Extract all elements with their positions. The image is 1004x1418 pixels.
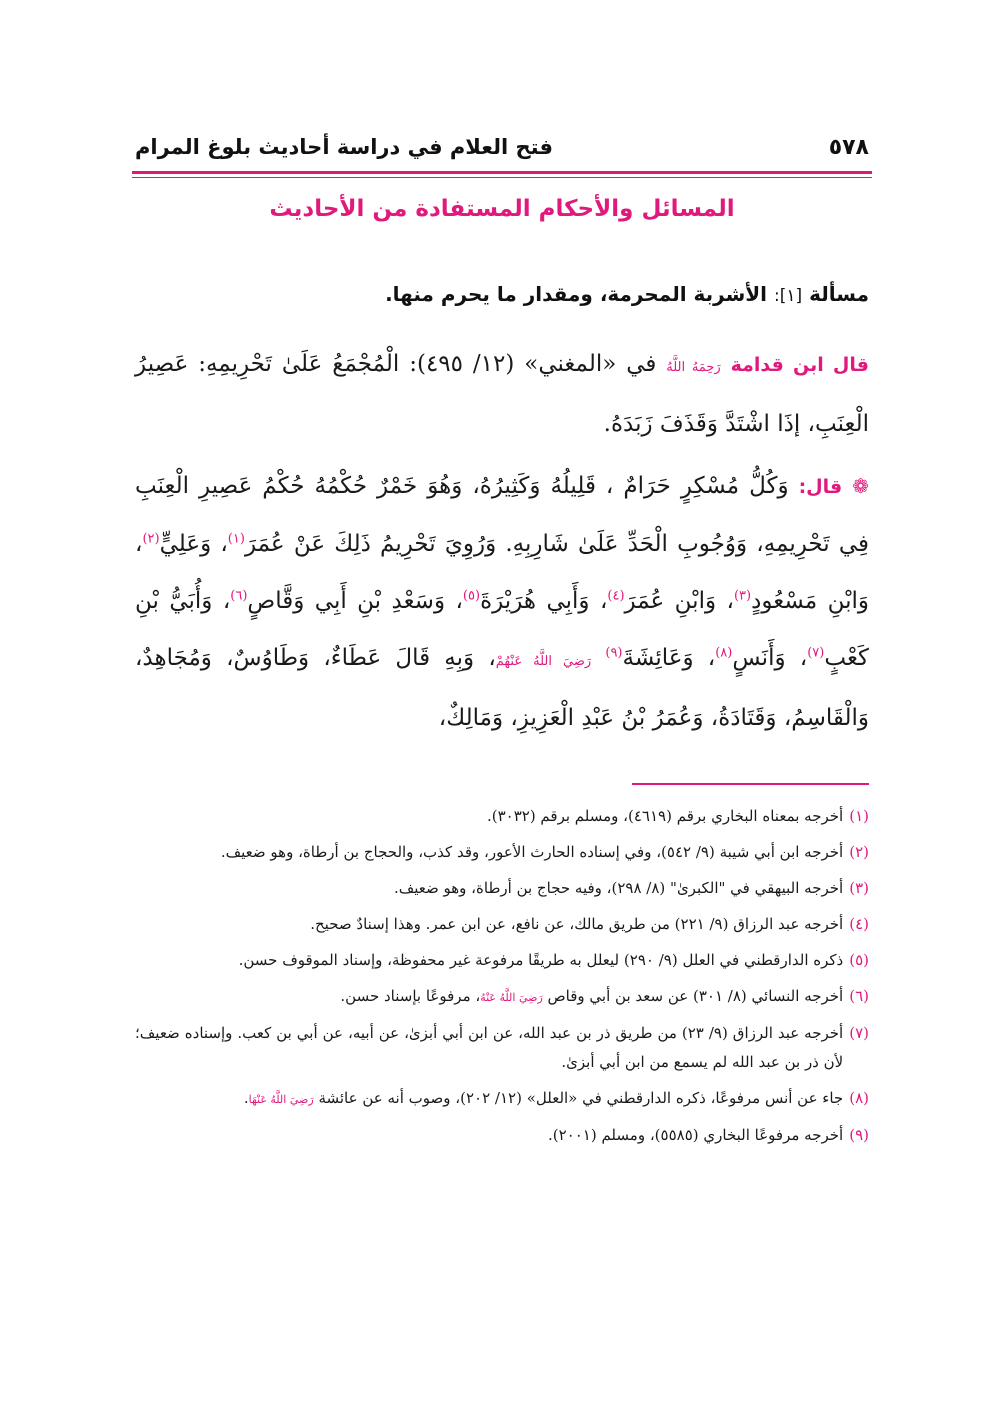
footnote-ref[interactable]: (١): [227, 531, 245, 547]
text-segment: ، وَعَائِشَةَ: [622, 645, 716, 671]
footnote-text: ذكره الدارقطني في العلل (٩/ ٢٩٠) ليعلل به طريقًا مرفوعة غير محفوظة، وإسناد الموقوف حسن.: [238, 951, 844, 969]
footnote-item: [135, 802, 869, 831]
text-segment: ، وَعَلِيٍّ: [159, 531, 228, 557]
footnote-separator: [632, 783, 869, 785]
footnote-item: [135, 910, 869, 939]
footnote-number: (٣): [849, 879, 869, 897]
footnote-item: [135, 1121, 869, 1150]
honorific-mark: رَضِيَ اللَّهُ عَنْهَا: [248, 1093, 314, 1106]
footnote-number: (٦): [849, 987, 869, 1005]
issue-heading: [135, 282, 869, 306]
footnote-text: أخرجه عبد الرزاق (٩/ ٢٣) من طريق ذر بن عبد الله، عن ابن أبي أبزىٰ، عن أبيه، عن أبي بن كعب. وإسناده ضعيف؛ لأن ذر بن عبد الله لم يسمع من ابن أبي أبزىٰ.: [135, 1024, 844, 1071]
speaker-label: قال ابن قدامة: [730, 354, 869, 376]
footnote-ref[interactable]: (٤): [607, 588, 625, 604]
issue-number: [١]:: [773, 286, 803, 306]
footnote-ref[interactable]: (٩): [605, 645, 623, 661]
paragraph-ruling: [135, 458, 869, 747]
text-segment: ، وَأُبَيُّ بْنِ كَعْبٍ: [135, 588, 869, 671]
book-title: فتح العلام في دراسة أحاديث بلوغ المرام: [135, 135, 553, 159]
honorific-mark: رَحِمَهُ اللَّهُ: [666, 360, 721, 375]
footnote-number: (٢): [849, 843, 869, 861]
footnote-ref[interactable]: (٦): [230, 588, 248, 604]
footnote-text: أخرجه ابن أبي شيبة (٩/ ٥٤٢)، وفي إسناده الحارث الأعور، وقد كذب، والحجاج بن أرطاة، وهو ضعيف.: [220, 843, 844, 861]
paragraph-text: في «المغني» (١٢/ ٤٩٥): الْمُجْمَعُ عَلَىٰ تَحْرِيمِهِ: عَصِيرُ الْعِنَبِ، إذَا اشْتَدَّ وَقَذَفَ زَبَدَهُ.: [135, 351, 869, 437]
section-title: المسائل والأحكام المستفادة من الأحاديث: [269, 196, 735, 222]
text-segment: ، وَأَبِي هُرَيْرَةَ: [480, 588, 608, 614]
footnote-number: (٩): [849, 1126, 869, 1144]
page-number: ٥٧٨: [828, 134, 869, 160]
footnote-number: (١): [849, 807, 869, 825]
footnote-number: (٥): [849, 951, 869, 969]
footnote-ref[interactable]: (٣): [733, 588, 752, 604]
footnote-text-part: جاء عن أنس مرفوعًا، ذكره الدارقطني في «العلل» (١٢/ ٢٠٢)، وصوب أنه عن عائشة: [318, 1089, 844, 1107]
paragraph-ibn-qudamah: [135, 336, 869, 453]
honorific-mark: رَضِيَ اللَّهُ عَنْهُ: [480, 991, 543, 1004]
footnote-number: (٧): [849, 1024, 869, 1042]
footnote-text-part: .: [243, 1089, 249, 1107]
honorific-mark: رَضِيَ اللَّهُ عَنْهُمْ: [495, 654, 592, 669]
text-segment: ، وَابْنِ مَسْعُودٍ: [135, 531, 869, 614]
issue-title: الأشربة المحرمة، ومقدار ما يحرم منها.: [385, 282, 768, 306]
footnote-text: أخرجه عبد الرزاق (٩/ ٢٢١) من طريق مالك، عن نافع، عن ابن عمر. وهذا إسنادٌ صحيح.: [310, 915, 844, 933]
footnote-text-part: أخرجه النسائي (٨/ ٣٠١) عن سعد بن أبي وقاص: [547, 987, 844, 1005]
text-segment: وَكُلُّ مُسْكِرٍ حَرَامٌ ، قَلِيلُهُ وَكَثِيرُهُ، وَهُوَ خَمْرٌ حُكْمُهُ حُكْمُ عَصِيرِ الْعِنَبِ فِي تَحْرِيمِهِ، وَوُجُوبِ الْحَدِّ عَلَىٰ شَارِبِهِ. وَرُوِيَ تَحْرِيمُ ذَلِكَ عَنْ عُمَرَ: [135, 473, 869, 557]
footnote-text: [135, 982, 843, 1012]
footnote-text: أخرجه البيهقي في "الكبرىٰ" (٨/ ٢٩٨)، وفيه حجاج بن أرطاة، وهو ضعيف.: [393, 879, 844, 897]
issue-label: مسألة: [809, 282, 869, 306]
header-rule-thin: [132, 177, 872, 178]
text-segment: ، وَأَنَسٍ: [732, 645, 808, 671]
text-segment: ، وَابْنِ عُمَرَ: [624, 588, 734, 614]
footnote-number: (٨): [849, 1089, 869, 1107]
footnote-number: (٤): [849, 915, 869, 933]
footnote-ref[interactable]: (٨): [715, 645, 733, 661]
footnote-ref[interactable]: (٧): [807, 645, 825, 661]
footnote-ref[interactable]: (٥): [462, 588, 481, 604]
flower-icon: ❁: [852, 474, 870, 498]
running-header: [135, 128, 869, 166]
footnote-item: [135, 982, 869, 1012]
footnote-item: [135, 874, 869, 903]
footnote-item: [135, 838, 869, 867]
footnote-text: أخرجه مرفوعًا البخاري (٥٥٨٥)، ومسلم (٢٠٠١).: [547, 1126, 844, 1144]
footnote-ref[interactable]: (٢): [142, 531, 160, 547]
speaker-label: قال:: [798, 476, 843, 498]
footnotes: [135, 802, 869, 1157]
footnote-text-part: ، مرفوعًا بإسناد حسن.: [340, 987, 481, 1005]
footnote-item: [135, 1019, 869, 1077]
text-segment: ، وَسَعْدِ بْنِ أَبِي وَقَّاصٍ: [247, 588, 463, 614]
text-segment: ، وَبِهِ قَالَ عَطَاءٌ، وَطَاوُسٌ، وَمُجَاهِدٌ، وَالْقَاسِمُ، وَقَتَادَةُ، وَعُمَرُ بْنُ عَبْدِ الْعَزِيزِ، وَمَالِكٌ،: [135, 645, 869, 731]
footnote-item: [135, 1084, 869, 1114]
footnote-text: [135, 1084, 843, 1114]
footnote-item: [135, 946, 869, 975]
footnote-text: أخرجه بمعناه البخاري برقم (٤٦١٩)، ومسلم برقم (٣٠٣٢).: [486, 807, 844, 825]
header-rule-thick: [132, 171, 872, 174]
